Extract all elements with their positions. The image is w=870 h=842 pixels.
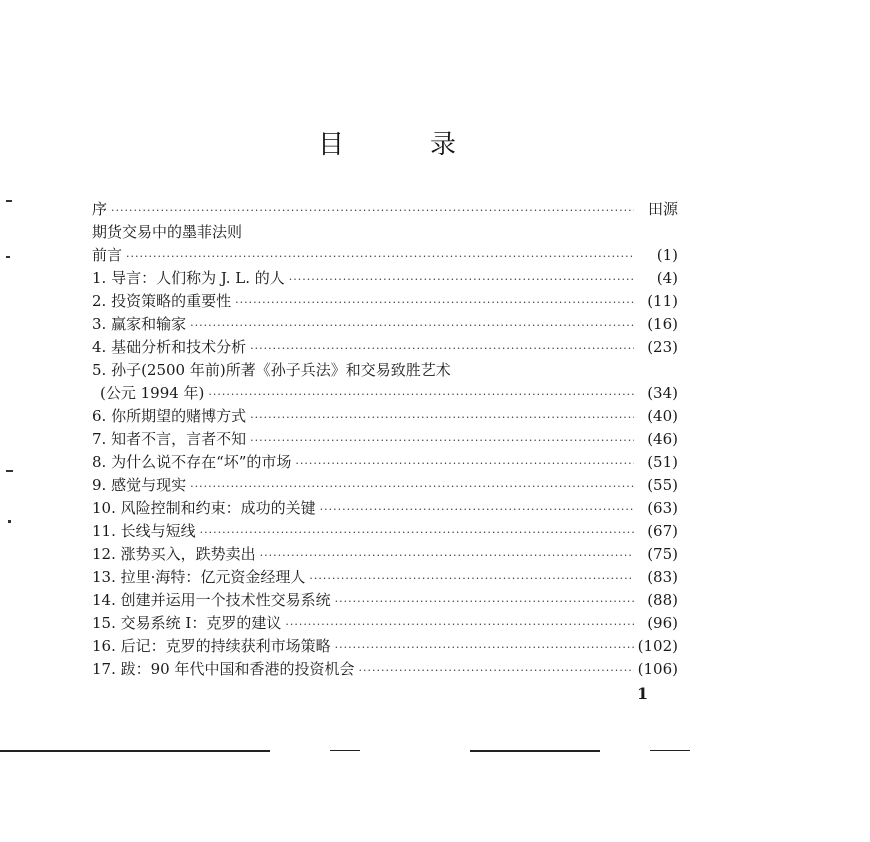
dot-leader <box>260 546 634 566</box>
toc-entry-page: (4) <box>656 269 678 287</box>
toc-entry-title: 11. 长线与短线 <box>92 522 196 540</box>
toc-entry-page: (67) <box>647 522 678 540</box>
toc-entry-page: (102) <box>637 637 678 655</box>
toc-entry-page: (23) <box>647 338 678 356</box>
dot-leader <box>250 408 634 428</box>
toc-entry <box>92 198 678 221</box>
bottom-rule-mid <box>330 750 360 751</box>
toc-entry <box>92 474 678 497</box>
toc-entry <box>92 221 678 244</box>
toc-entry-title: 8. 为什么说不存在“坏”的市场 <box>92 453 292 471</box>
toc-entry-title: 7. 知者不言，言者不知 <box>92 430 247 448</box>
toc-entry <box>92 520 678 543</box>
title-char-2: 录 <box>429 129 458 160</box>
toc-entry-title: 3. 赢家和输家 <box>92 315 187 333</box>
toc-entry-title: 5. 孙子(2500 年前)所著《孙子兵法》和交易致胜艺术 <box>92 361 451 379</box>
toc-entry-page: (51) <box>647 453 678 471</box>
toc-entry-title: 16. 后记：克罗的持续获利市场策略 <box>92 637 331 655</box>
toc-entry-page: (46) <box>647 430 678 448</box>
dot-leader <box>295 454 634 474</box>
edge-mark <box>6 200 12 202</box>
toc-entry-page: (11) <box>647 292 678 310</box>
toc-entry-title: 17. 跋：90 年代中国和香港的投资机会 <box>92 660 355 678</box>
toc-entry-title: 9. 感觉与现实 <box>92 476 187 494</box>
toc-entry-title: 序 <box>92 200 108 218</box>
dot-leader <box>250 431 634 451</box>
toc-entry-title: 1. 导言：人们称为 J. L. 的人 <box>92 269 285 287</box>
toc-entry <box>92 658 678 681</box>
bottom-rule-left <box>0 750 270 752</box>
bottom-rule-right <box>470 750 600 752</box>
toc-entry-page: 田源 <box>647 200 678 218</box>
toc-entry-page: (83) <box>647 568 678 586</box>
toc-entry <box>92 497 678 520</box>
toc-entry <box>92 405 678 428</box>
dot-leader <box>309 569 634 589</box>
toc-entry <box>92 382 678 405</box>
toc-entry <box>92 635 678 658</box>
toc-entry <box>92 566 678 589</box>
page-number: 1 <box>637 684 649 703</box>
toc-entry <box>92 543 678 566</box>
toc-entry <box>92 336 678 359</box>
table-of-contents <box>92 198 678 681</box>
toc-entry-title: 12. 涨势买入，跌势卖出 <box>92 545 256 563</box>
toc-entry <box>92 612 678 635</box>
edge-mark <box>8 520 11 523</box>
toc-entry <box>92 244 678 267</box>
dot-leader <box>358 661 633 681</box>
dot-leader <box>250 339 634 359</box>
toc-entry-page: (63) <box>647 499 678 517</box>
toc-entry-page: (1) <box>656 246 678 264</box>
toc-entry-page: (88) <box>647 591 678 609</box>
edge-mark <box>6 470 13 472</box>
dot-leader <box>335 592 634 612</box>
toc-entry-title: 10. 风险控制和约束：成功的关键 <box>92 499 316 517</box>
dot-leader <box>289 270 634 290</box>
toc-entry <box>92 589 678 612</box>
toc-entry-title: 前言 <box>92 246 123 264</box>
dot-leader <box>126 247 634 267</box>
toc-entry-title: 4. 基础分析和技术分析 <box>92 338 247 356</box>
page-title <box>318 124 458 160</box>
toc-entry-title: (公元 1994 年) <box>100 384 205 402</box>
dot-leader <box>285 615 634 635</box>
dot-leader <box>200 523 634 543</box>
toc-entry-page: (55) <box>647 476 678 494</box>
dot-leader <box>111 201 634 221</box>
toc-entry-page: (96) <box>647 614 678 632</box>
toc-entry <box>92 359 678 382</box>
toc-entry <box>92 428 678 451</box>
edge-mark <box>6 256 10 258</box>
dot-leader <box>190 316 634 336</box>
bottom-rule-fragment <box>650 750 690 751</box>
dot-leader <box>190 477 634 497</box>
toc-entry-title: 2. 投资策略的重要性 <box>92 292 232 310</box>
toc-entry-title: 14. 创建并运用一个技术性交易系统 <box>92 591 331 609</box>
dot-leader <box>208 385 634 405</box>
toc-entry-title: 13. 拉里·海特：亿元资金经理人 <box>92 568 306 586</box>
toc-entry <box>92 290 678 313</box>
dot-leader <box>320 500 634 520</box>
toc-entry <box>92 267 678 290</box>
dot-leader <box>335 638 634 658</box>
toc-entry-page: (75) <box>647 545 678 563</box>
toc-entry-page: (34) <box>647 384 678 402</box>
toc-entry <box>92 313 678 336</box>
dot-leader <box>235 293 634 313</box>
toc-entry-title: 期货交易中的墨菲法则 <box>92 223 243 241</box>
title-char-1: 目 <box>318 129 347 160</box>
toc-entry-title: 15. 交易系统 I：克罗的建议 <box>92 614 282 632</box>
toc-entry-page: (16) <box>647 315 678 333</box>
toc-entry-page: (106) <box>637 660 678 678</box>
toc-entry <box>92 451 678 474</box>
toc-entry-title: 6. 你所期望的赌博方式 <box>92 407 247 425</box>
toc-entry-page: (40) <box>647 407 678 425</box>
